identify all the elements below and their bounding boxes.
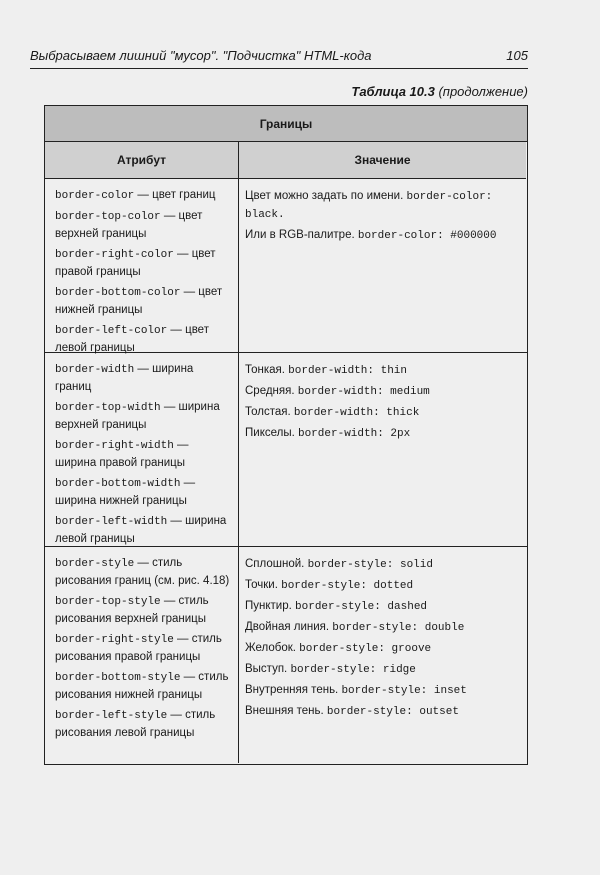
attribute-entry: border-right-style — стиль рисования правой границы: [55, 633, 222, 663]
column-header-attribute: Атрибут: [45, 142, 239, 179]
attribute-entry: border-top-width — ширина верхней границы: [55, 401, 220, 431]
table-caption: [351, 84, 528, 99]
value-entry: Тонкая. border-width: thin: [245, 364, 407, 377]
attribute-cell: [45, 547, 239, 763]
value-entry: Желобок. border-style: groove: [245, 642, 432, 655]
value-cell: [239, 547, 526, 763]
attribute-entry: border-left-width — ширина левой границы: [55, 515, 227, 545]
table-row: [45, 353, 527, 547]
attribute-cell: [45, 353, 239, 546]
table-row: [45, 547, 527, 763]
table-caption-label: Таблица 10.3: [351, 84, 435, 99]
value-entry: Внутренняя тень. border-style: inset: [245, 684, 467, 697]
table-group-header: Границы: [45, 106, 527, 142]
value-entry: Толстая. border-width: thick: [245, 406, 420, 419]
attribute-entry: border-top-color — цвет верхней границы: [55, 210, 203, 240]
attribute-entry: border-left-color — цвет левой границы: [55, 324, 209, 354]
value-entry: Точки. border-style: dotted: [245, 579, 414, 592]
running-head: [30, 46, 528, 68]
running-title: Выбрасываем лишний "мусор". "Подчистка" HTML-кода: [30, 48, 372, 63]
page-number: 105: [506, 48, 528, 63]
header-rule: [30, 68, 528, 69]
value-entry: Или в RGB-палитре. border-color: #000000: [245, 229, 497, 242]
attribute-entry: border-style — стиль рисования границ (см. рис. 4.18): [55, 557, 230, 587]
attribute-cell: [45, 179, 239, 352]
attribute-entry: border-bottom-width — ширина нижней границы: [55, 477, 196, 507]
table-row: [45, 179, 527, 353]
value-entry: Средняя. border-width: medium: [245, 385, 430, 398]
value-entry: Внешняя тень. border-style: outset: [245, 705, 459, 718]
value-entry: Цвет можно задать по имени. border-color: black.: [245, 190, 493, 221]
column-header-value: Значение: [239, 142, 526, 179]
value-cell: [239, 353, 526, 546]
value-entry: Двойная линия. border-style: double: [245, 621, 465, 634]
borders-table: [44, 105, 528, 765]
attribute-entry: border-left-style — стиль рисования левой границы: [55, 709, 216, 739]
attribute-entry: border-right-color — цвет правой границы: [55, 248, 216, 278]
value-entry: Сплошной. border-style: solid: [245, 558, 433, 571]
attribute-entry: border-top-style — стиль рисования верхней границы: [55, 595, 209, 625]
table-caption-note: (продолжение): [438, 84, 528, 99]
attribute-entry: border-bottom-style — стиль рисования нижней границы: [55, 671, 229, 701]
attribute-entry: border-right-width — ширина правой границы: [55, 439, 189, 469]
value-cell: [239, 179, 526, 352]
attribute-entry: border-bottom-color — цвет нижней границы: [55, 286, 223, 316]
attribute-entry: border-color — цвет границ: [55, 189, 216, 202]
value-entry: Пунктир. border-style: dashed: [245, 600, 428, 613]
value-entry: Выступ. border-style: ridge: [245, 663, 416, 676]
value-entry: Пикселы. border-width: 2px: [245, 427, 411, 440]
attribute-entry: border-width — ширина границ: [55, 363, 194, 393]
